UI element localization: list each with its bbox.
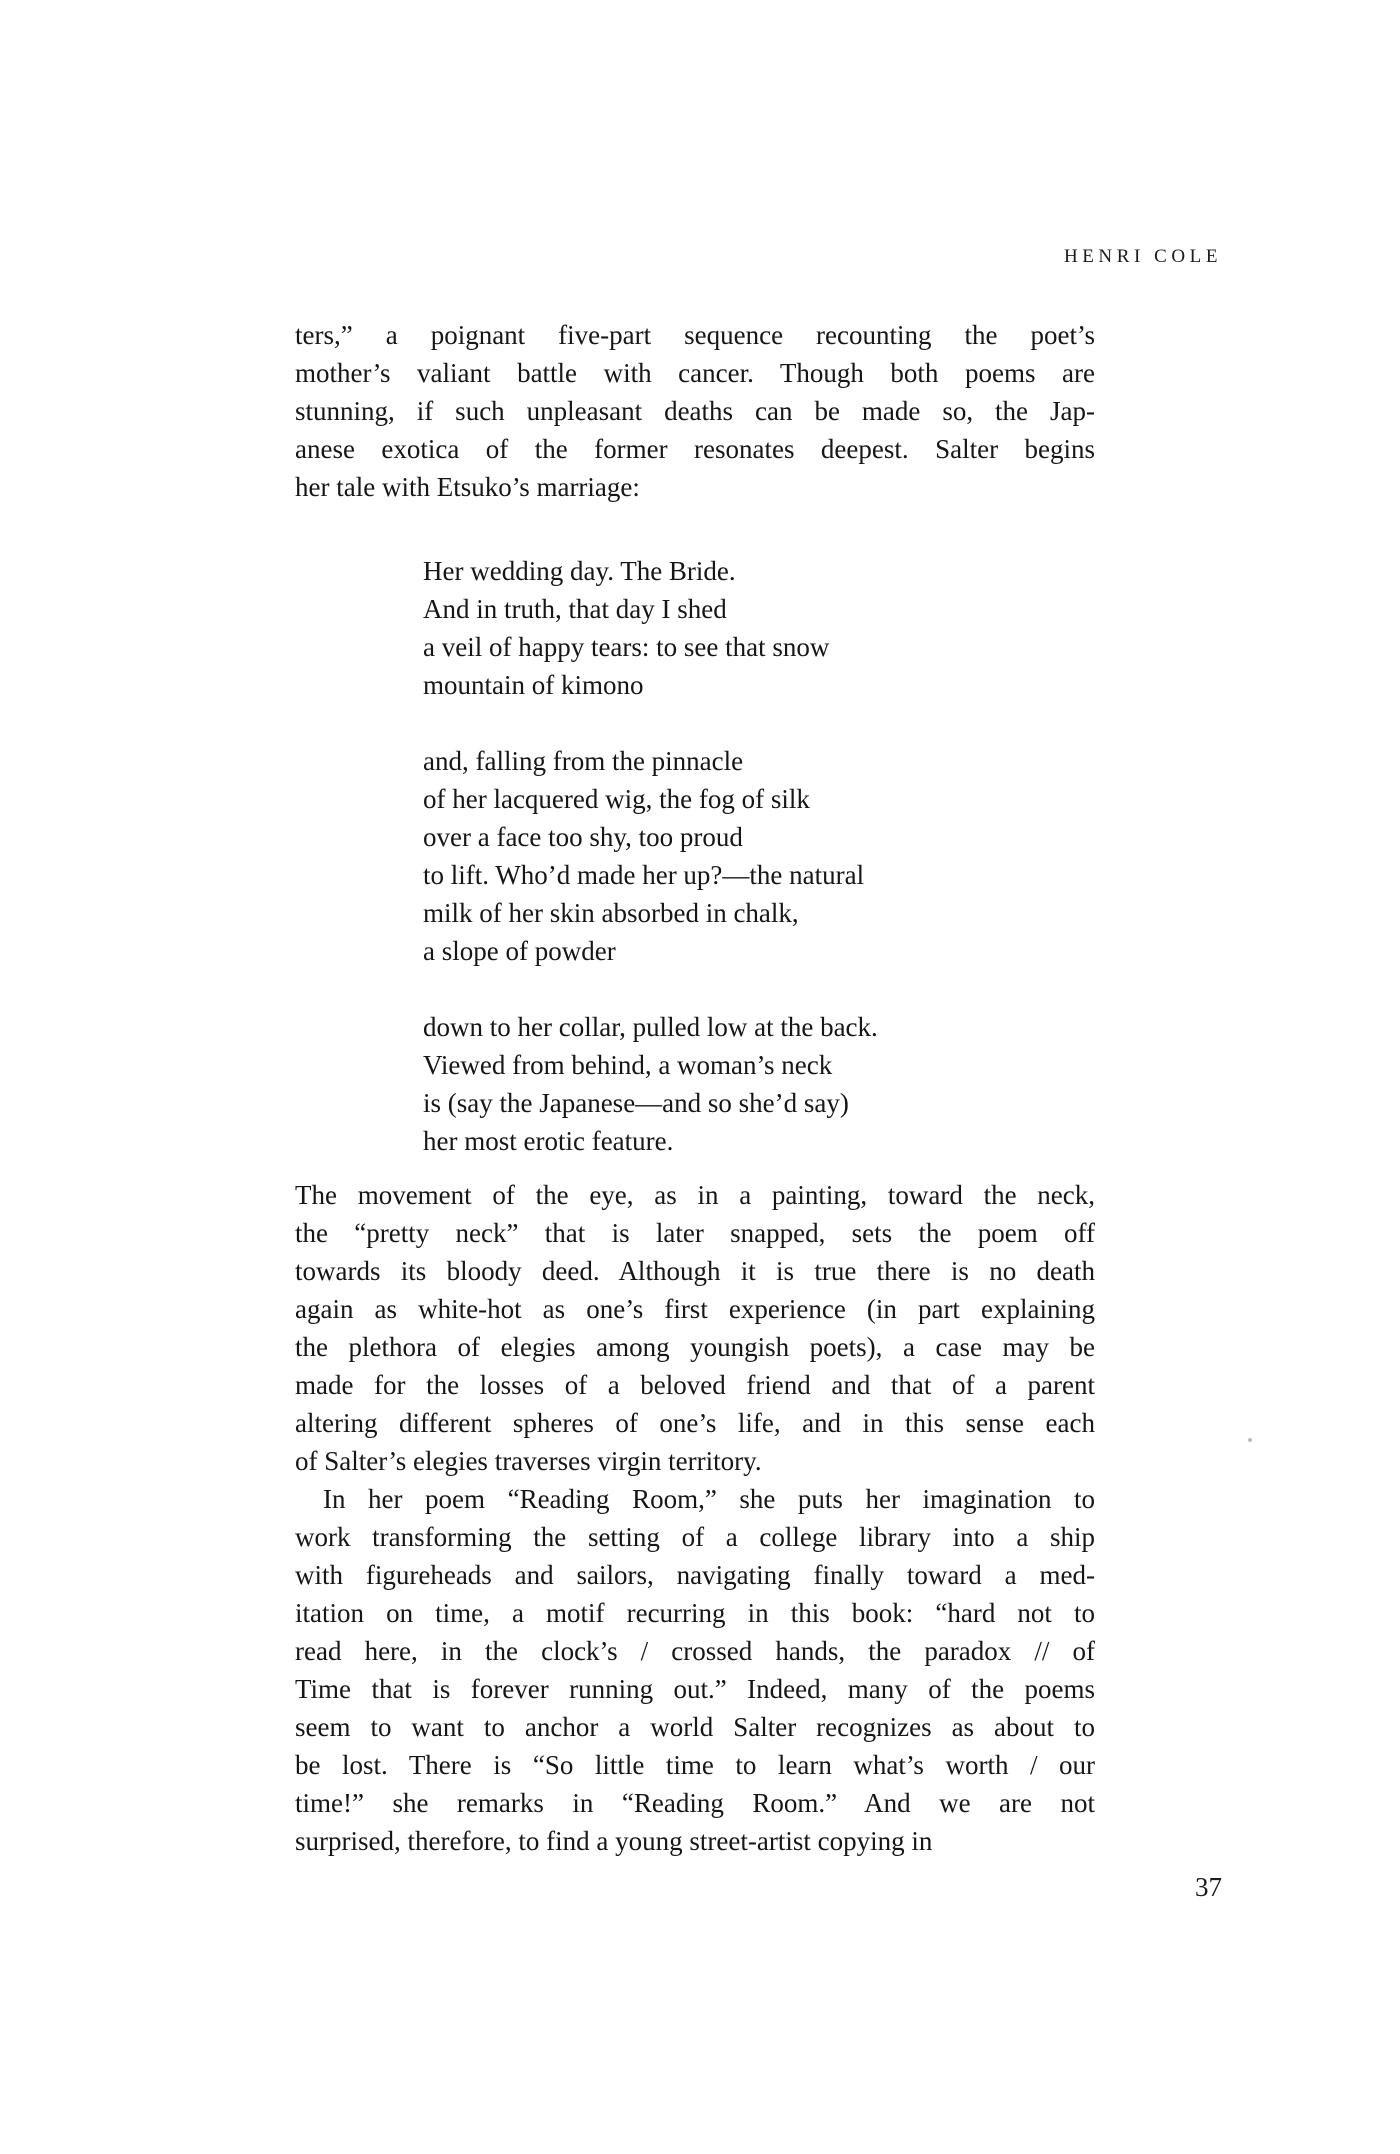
stanza (423, 1008, 1095, 1160)
text-line: be lost. There is “So little time to learn what’s worth / our (295, 1750, 1095, 1780)
text-line: stunning, if such unpleasant deaths can be made so, the Jap- (295, 396, 1095, 426)
poem-line: to lift. Who’d made her up?—the natural (423, 860, 865, 890)
text-line: made for the losses of a beloved friend and that of a parent (295, 1370, 1095, 1400)
poem-line: her most erotic feature. (423, 1126, 674, 1156)
paragraph (295, 316, 1095, 506)
poem-line: a slope of powder (423, 936, 616, 966)
poem-line: mountain of kimono (423, 670, 644, 700)
text-line: time!” she remarks in “Reading Room.” And we are not (295, 1788, 1095, 1818)
text-line: again as white-hot as one’s first experience (in part explaining (295, 1294, 1095, 1324)
body-text (295, 316, 1095, 1860)
text-line: Time that is forever running out.” Indeed, many of the poems (295, 1674, 1095, 1704)
poem-line: a veil of happy tears: to see that snow (423, 632, 830, 662)
scan-speck (1248, 1438, 1252, 1442)
stanza (423, 552, 1095, 704)
text-line: the plethora of elegies among youngish poets), a case may be (295, 1332, 1095, 1362)
poem-line: milk of her skin absorbed in chalk, (423, 898, 799, 928)
text-line: The movement of the eye, as in a painting, toward the neck, (295, 1180, 1095, 1210)
running-header: HENRI COLE (1063, 246, 1222, 267)
text-line: anese exotica of the former resonates deepest. Salter begins (295, 434, 1095, 464)
poem-line: And in truth, that day I shed (423, 594, 727, 624)
text-line: work transforming the setting of a college library into a ship (295, 1522, 1095, 1552)
text-line: the “pretty neck” that is later snapped, sets the poem off (295, 1218, 1095, 1248)
text-line: itation on time, a motif recurring in this book: “hard not to (295, 1598, 1095, 1628)
text-line: surprised, therefore, to find a young street-artist copying in (295, 1826, 933, 1856)
text-line: ters,” a poignant five-part sequence recounting the poet’s (295, 320, 1095, 350)
page-number: 37 (1195, 1872, 1222, 1902)
poem-line: Her wedding day. The Bride. (423, 556, 736, 586)
text-line: read here, in the clock’s / crossed hands, the paradox // of (295, 1636, 1095, 1666)
poem-line: and, falling from the pinnacle (423, 746, 744, 776)
text-line: with figureheads and sailors, navigating finally toward a med- (295, 1560, 1095, 1590)
poem-line: Viewed from behind, a woman’s neck (423, 1050, 833, 1080)
text-line: towards its bloody deed. Although it is true there is no death (295, 1256, 1095, 1286)
text-line: her tale with Etsuko’s marriage: (295, 472, 640, 502)
text-line: seem to want to anchor a world Salter recognizes as about to (295, 1712, 1095, 1742)
text-line: of Salter’s elegies traverses virgin territory. (295, 1446, 762, 1476)
text-line: altering different spheres of one’s life, and in this sense each (295, 1408, 1095, 1438)
poem-line: over a face too shy, too proud (423, 822, 743, 852)
paragraph (295, 1176, 1095, 1480)
poem-line: is (say the Japanese—and so she’d say) (423, 1088, 849, 1118)
text-line: In her poem “Reading Room,” she puts her imagination to (323, 1484, 1095, 1514)
poem-blockquote (423, 552, 1095, 1160)
stanza (423, 742, 1095, 970)
paragraph (295, 1480, 1095, 1860)
poem-line: down to her collar, pulled low at the back. (423, 1012, 878, 1042)
text-line: mother’s valiant battle with cancer. Though both poems are (295, 358, 1095, 388)
poem-line: of her lacquered wig, the fog of silk (423, 784, 810, 814)
